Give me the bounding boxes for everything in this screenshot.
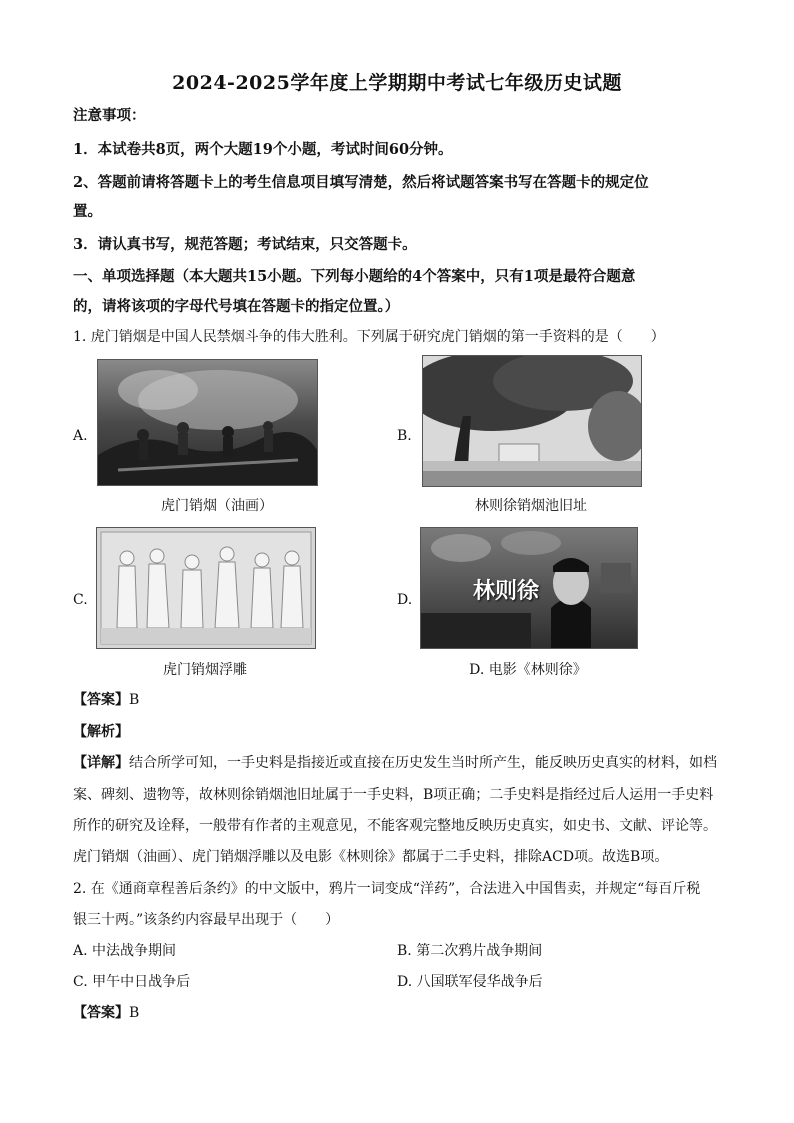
option-a-letter: A. xyxy=(73,428,88,444)
ruins-photo-image xyxy=(422,355,642,487)
notice-item-2-cont: 置。 xyxy=(73,203,102,220)
option-a-caption: 虎门销烟（油画） xyxy=(161,498,273,514)
q2-option-a: A. 中法战争期间 xyxy=(73,943,177,959)
relief-carving-image xyxy=(96,527,316,649)
q2-answer-tag: 【答案】 xyxy=(73,1005,129,1021)
q1-answer xyxy=(73,690,139,710)
section-heading: 一、单项选择题（本大题共15小题。下列每小题给的4个答案中，只有1项是最符合题意 xyxy=(73,268,636,285)
notice-item-3: 3．请认真书写，规范答题；考试结束，只交答题卡。 xyxy=(73,236,417,253)
option-c-caption: 虎门销烟浮雕 xyxy=(163,662,247,678)
q2-answer xyxy=(73,1003,139,1023)
question-1-stem: 1. 虎门销烟是中国人民禁烟斗争的伟大胜利。下列属于研究虎门销烟的第一手资料的是（ ） xyxy=(73,329,665,345)
q2-stem-line-2: 银三十两。”该条约内容最早出现于（ ） xyxy=(73,912,340,928)
q1-detail-line-3: 所作的研究及诠释，一般带有作者的主观意见，不能客观完整地反映历史真实，如史书、文献、评论等。 xyxy=(73,818,717,834)
option-b-caption: 林则徐销烟池旧址 xyxy=(475,498,587,514)
q2-option-b: B. 第二次鸦片战争期间 xyxy=(397,943,543,959)
film-poster-title: 林则徐 xyxy=(473,579,540,604)
notice-heading: 注意事项： xyxy=(73,107,146,124)
q2-option-c: C. 甲午中日战争后 xyxy=(73,974,191,990)
oil-painting-image xyxy=(97,359,318,486)
q2-answer-value: B xyxy=(129,1005,140,1021)
q1-analysis-tag xyxy=(73,722,129,742)
q1-detail-line-4: 虎门销烟（油画）、虎门销烟浮雕以及电影《林则徐》都属于二手史料，排除ACD项。故选B项。 xyxy=(73,849,669,865)
q2-stem-line-1: 2. 在《通商章程善后条约》的中文版中，鸦片一词变成“洋药”，合法进入中国售卖，并规定“每百斤税 xyxy=(73,881,701,897)
q2-option-d: D. 八国联军侵华战争后 xyxy=(397,974,543,990)
notice-item-2: 2、答题前请将答题卡上的考生信息项目填写清楚，然后将试题答案书写在答题卡的规定位 xyxy=(73,174,649,191)
q1-detail-line-2: 案、碑刻、遗物等，故林则徐销烟池旧址属于一手史料，B项正确；二手史料是指经过后人运用一手史料 xyxy=(73,787,714,803)
notice-item-1: 1．本试卷共8页，两个大题19个小题，考试时间60分钟。 xyxy=(73,141,453,158)
section-heading-cont: 的，请将该项的字母代号填在答题卡的指定位置。） xyxy=(73,298,400,315)
film-poster-image xyxy=(420,527,638,649)
option-d-caption: D. 电影《林则徐》 xyxy=(469,662,587,678)
option-d-letter: D. xyxy=(397,592,413,608)
detail-text-1: 结合所学可知，一手史料是指接近或直接在历史发生当时所产生，能反映历史真实的材料，如档 xyxy=(129,755,717,771)
answer-tag: 【答案】 xyxy=(73,692,129,708)
option-c-letter: C. xyxy=(73,592,88,608)
answer-value: B xyxy=(129,692,140,708)
option-b-letter: B. xyxy=(397,428,412,444)
page-title: 2024-2025学年度上学期期中考试七年级历史试题 xyxy=(172,72,622,94)
q1-detail-line-1 xyxy=(73,753,717,773)
detail-tag: 【详解】 xyxy=(73,755,129,771)
analysis-tag: 【解析】 xyxy=(73,724,129,740)
